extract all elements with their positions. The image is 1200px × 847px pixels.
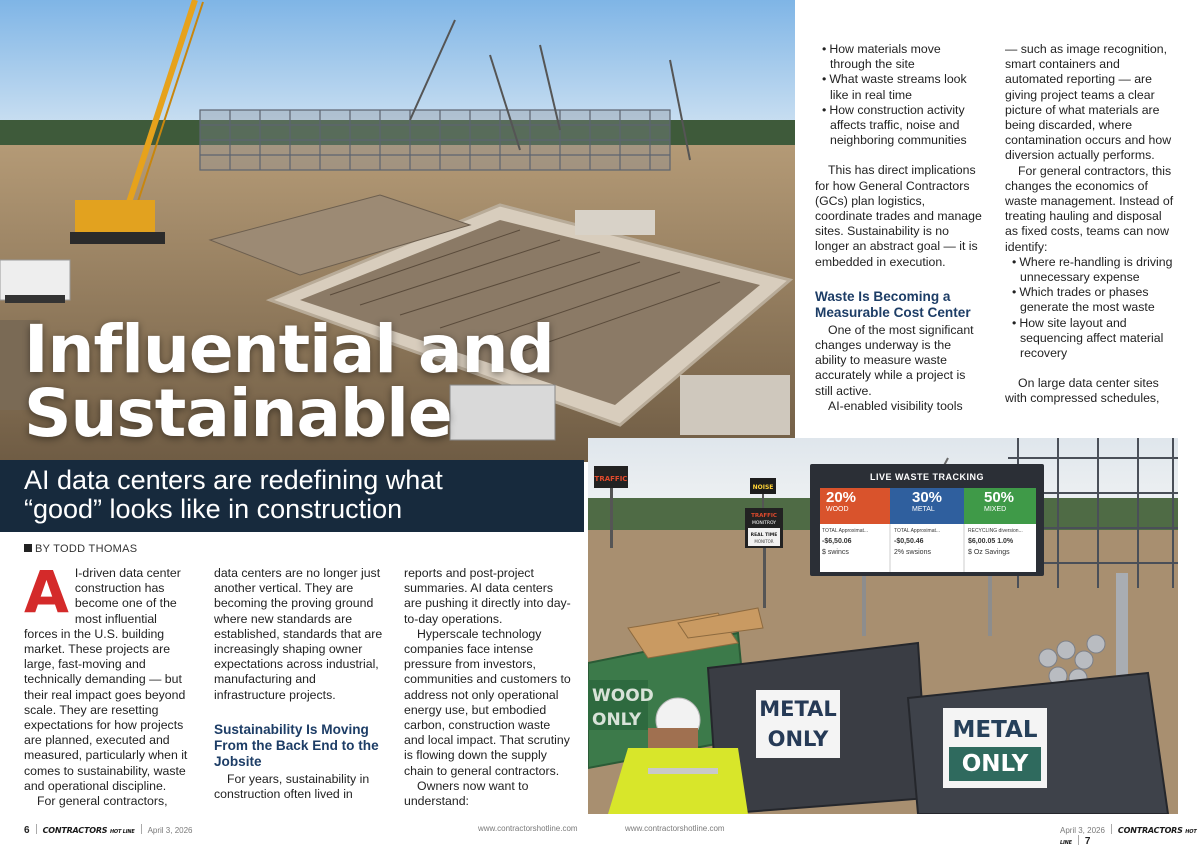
footer-url-left[interactable]: www.contractorshotline.com bbox=[478, 824, 578, 833]
tile-metal bbox=[890, 490, 964, 513]
list-item: • How site layout and sequencing affect material recovery bbox=[1011, 316, 1177, 362]
page-number-right: 7 bbox=[1084, 836, 1091, 847]
metal-bin-b-line2: ONLY bbox=[949, 747, 1041, 781]
traffic-monitor-subtitle: MONITROY bbox=[751, 521, 777, 526]
logo-sub: HOT LINE bbox=[109, 829, 135, 835]
logo-sub: HOT LINE bbox=[1060, 829, 1197, 846]
traffic-sign-text: TRAFFIC bbox=[594, 475, 628, 483]
tile-label: METAL bbox=[912, 506, 935, 513]
paragraph: reports and post-project summaries. AI data centers are pushing it directly into day-to-day operations. bbox=[404, 566, 571, 626]
board-cell: TOTAL Approximat... bbox=[822, 528, 869, 534]
list-item: • Where re-handling is driving unnecessary expense bbox=[1011, 255, 1177, 285]
byline-text: BY TODD THOMAS bbox=[35, 543, 138, 555]
paragraph: For general contractors, bbox=[37, 794, 168, 809]
metal-bin-a-line2: ONLY bbox=[767, 727, 829, 751]
bullet-list bbox=[815, 42, 985, 148]
paragraph: On large data center sites with compressed schedules, bbox=[1005, 376, 1160, 406]
traffic-monitor-title: TRAFFIC bbox=[751, 513, 777, 519]
traffic-monitor-line3: REAL TIME bbox=[750, 533, 778, 538]
tile-label: WOOD bbox=[826, 506, 849, 513]
section-heading: Sustainability Is Moving From the Back End to the Jobsite bbox=[214, 721, 379, 769]
metal-bin-a-line1: METAL bbox=[759, 697, 837, 721]
board-cell: $ Oz Savings bbox=[968, 549, 1010, 556]
list-item: • What waste streams look like in real time bbox=[821, 72, 985, 102]
footer-url-right[interactable]: www.contractorshotline.com bbox=[625, 824, 725, 833]
tile-mixed bbox=[964, 490, 1036, 513]
wood-bin-line2: ONLY bbox=[592, 710, 642, 730]
body-column-5 bbox=[1005, 42, 1177, 407]
hero-photo bbox=[0, 0, 795, 462]
board-cell: $6,00.05 1.0% bbox=[968, 538, 1014, 545]
board-title: LIVE WASTE TRACKING bbox=[869, 472, 984, 482]
lead-paragraph-text: I-driven data center construction has become one of the most influential forces in the U.S. building market. These projects are large, fast-moving and technically demanding — but their real impact goes beyond scale. They are resetting expectations for how projects are planned, executed and measured, particularly when it comes to sustainability, waste and operational discipline. bbox=[24, 566, 188, 793]
paragraph: — such as image recognition, smart containers and automated reporting — are giving project teams a clear picture of what materials are being discarded, where contamination occurs and how diversion actually performs. bbox=[1005, 42, 1172, 163]
paragraph: data centers are no longer just another vertical. They are becoming the proving ground where new standards are established, standards that are increasingly shaping owner expectations across industrial, manufacturing and infrastructure projects. bbox=[214, 566, 383, 702]
paragraph: One of the most significant changes underway is the ability to measure waste accurately while a project is still active. bbox=[815, 322, 974, 398]
body-column-1 bbox=[24, 558, 189, 809]
footer-date-left: April 3, 2026 bbox=[147, 826, 193, 835]
paragraph: For years, sustainability in construction often lived in bbox=[214, 771, 370, 802]
byline bbox=[24, 543, 137, 555]
board-cell: $ swincs bbox=[822, 549, 849, 556]
logo-main: CONTRACTORS bbox=[1117, 826, 1183, 835]
metal-bin-b-label bbox=[943, 713, 1047, 781]
metal-bin-a-label bbox=[756, 694, 840, 754]
hero-title bbox=[24, 311, 784, 452]
body-column-2 bbox=[214, 566, 384, 802]
board-cell: RECYCLING diversion... bbox=[968, 528, 1023, 534]
waste-bins-photo bbox=[588, 438, 1178, 814]
subtitle-line1: AI data centers are redefining what bbox=[24, 465, 443, 495]
noise-sign-text: NOISE bbox=[752, 484, 774, 491]
logo-main: CONTRACTORS bbox=[42, 826, 108, 835]
paragraph: Owners now want to understand: bbox=[404, 778, 529, 809]
footer-left bbox=[24, 824, 193, 836]
paragraph: This has direct implications for how General Contractors (GCs) plan logistics, coordinate trades and manage sites. Sustainability is no longer an abstract goal — it is embedded in execution. bbox=[815, 163, 982, 269]
paragraph: For general contractors, this changes the economics of waste management. Instead of treating hauling and disposal as fixed costs, teams can now identify: bbox=[1005, 163, 1174, 254]
footer-right bbox=[1060, 824, 1200, 847]
hero-title-line1: Influential and bbox=[24, 311, 554, 388]
subtitle-line2: “good” looks like in construction bbox=[24, 494, 403, 524]
wood-bin-label bbox=[592, 684, 654, 732]
list-item: • How construction activity affects traffic, noise and neighboring communities bbox=[821, 103, 985, 149]
footer-date-right: April 3, 2026 bbox=[1060, 826, 1105, 835]
footer-logo-left bbox=[43, 826, 135, 835]
paragraph: AI-enabled visibility tools bbox=[828, 398, 963, 413]
byline-square-icon bbox=[24, 544, 32, 552]
board-cell: -$0,50.46 bbox=[894, 538, 924, 545]
wood-bin-line1: WOOD bbox=[592, 686, 654, 706]
metal-bin-b-line1: METAL bbox=[952, 717, 1038, 743]
tile-pct: 30% bbox=[912, 489, 943, 506]
paragraph: Hyperscale technology companies face intense pressure from investors, communities and customers to address not only operational energy use, but embodied carbon, construction waste and local impact. That scrutiny is flowing down the supply chain to general contractors. bbox=[404, 626, 571, 778]
body-column-4 bbox=[815, 42, 985, 414]
list-item: • How materials move through the site bbox=[821, 42, 985, 72]
bullet-list bbox=[1005, 255, 1177, 361]
article-subtitle bbox=[24, 466, 574, 524]
section-heading: Waste Is Becoming a Measurable Cost Center bbox=[815, 288, 971, 320]
board-cell: -$6,50.06 bbox=[822, 538, 852, 545]
board-col-metal bbox=[894, 527, 962, 557]
lead-paragraph bbox=[24, 558, 189, 794]
board-col-mixed bbox=[968, 527, 1034, 557]
drop-cap: A bbox=[24, 558, 69, 626]
tile-label: MIXED bbox=[984, 506, 1007, 513]
board-cell: 2% swsions bbox=[894, 549, 931, 556]
tile-pct: 50% bbox=[984, 489, 1015, 506]
body-column-3 bbox=[404, 566, 574, 809]
tile-pct: 20% bbox=[826, 489, 857, 506]
list-item: • Which trades or phases generate the most waste bbox=[1011, 285, 1177, 315]
subtitle-band bbox=[0, 460, 584, 532]
hero-title-line2: Sustainable bbox=[24, 375, 452, 452]
tile-wood bbox=[820, 490, 890, 513]
board-cell: TOTAL Approximat... bbox=[894, 528, 941, 534]
traffic-monitor-line4: MONITOR bbox=[754, 539, 774, 544]
board-col-wood bbox=[822, 527, 888, 557]
page-number-left: 6 bbox=[24, 825, 30, 836]
